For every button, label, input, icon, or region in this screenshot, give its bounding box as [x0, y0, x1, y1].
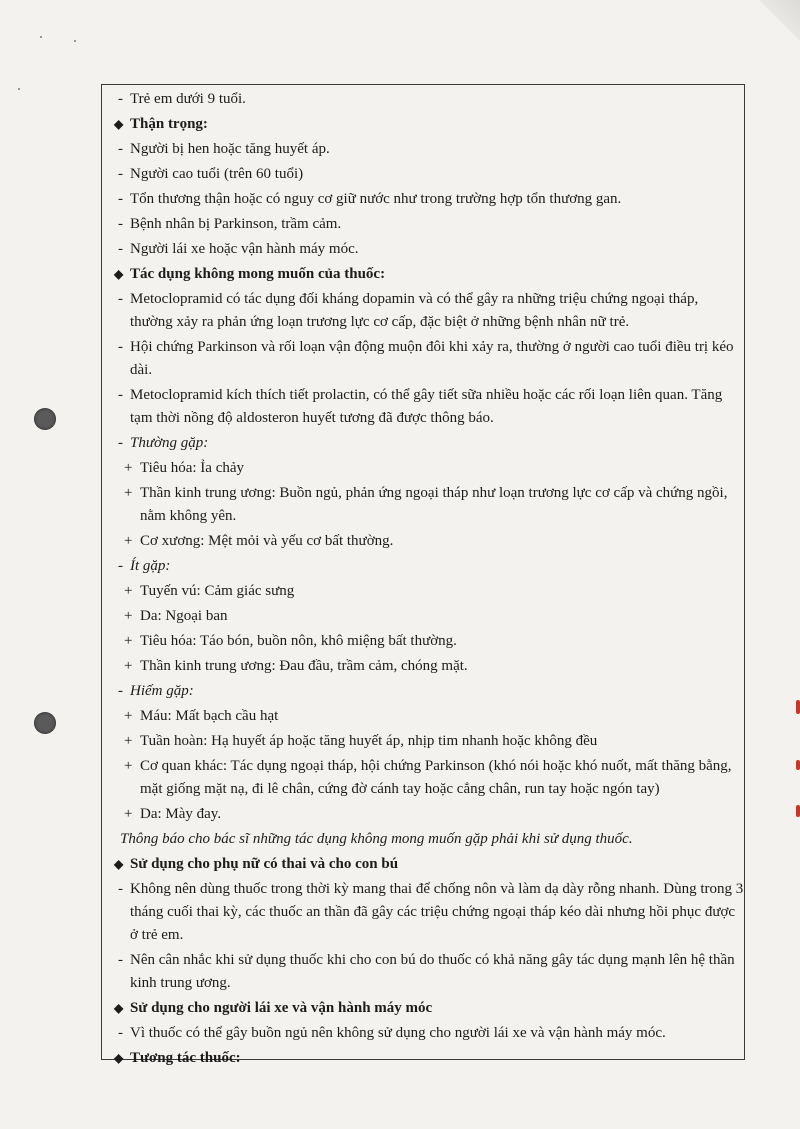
bullet-item	[114, 188, 744, 211]
diamond-icon: ◆	[114, 1001, 124, 1015]
sub-item	[114, 655, 744, 678]
heading-text: Tương tác thuốc:	[130, 1050, 241, 1066]
punch-hole	[34, 712, 56, 734]
dash-marker: -	[118, 683, 123, 699]
diamond-icon: ◆	[114, 1051, 124, 1065]
plus-marker: +	[124, 658, 133, 674]
sub-item-text: Máu: Mất bạch cầu hạt	[140, 708, 279, 724]
section-heading	[114, 263, 744, 286]
sub-item	[114, 755, 744, 801]
bullet-text: Bệnh nhân bị Parkinson, trầm cảm.	[130, 216, 342, 232]
sub-item	[114, 803, 744, 826]
bullet-item	[114, 138, 744, 161]
dash-marker: -	[118, 166, 123, 182]
sub-item-text: Da: Ngoại ban	[140, 608, 228, 624]
dash-marker: -	[118, 558, 123, 574]
sub-item	[114, 730, 744, 753]
bullet-item	[114, 1022, 744, 1045]
frequency-label: Ít gặp:	[130, 558, 171, 574]
heading-text: Tác dụng không mong muốn của thuốc:	[130, 266, 386, 282]
dash-marker: -	[118, 387, 123, 403]
plus-marker: +	[124, 583, 133, 599]
dash-marker: -	[118, 91, 123, 107]
frequency-heading	[114, 432, 744, 455]
bullet-item	[114, 238, 744, 261]
diamond-icon: ◆	[114, 267, 124, 281]
sub-item-text: Cơ quan khác: Tác dụng ngoại tháp, hội chứng Parkinson (khó nói hoặc khó nuốt, mất thăng bằng, mặt giống mặt nạ, đi lê chân, cứng đờ cánh tay hoặc cẳng chân, run tay hoặc ngón tay)	[140, 758, 732, 797]
frequency-label: Hiếm gặp:	[130, 683, 194, 699]
diamond-icon: ◆	[114, 857, 124, 871]
section-heading	[114, 113, 744, 136]
dash-marker: -	[118, 216, 123, 232]
sub-item	[114, 605, 744, 628]
sub-item	[114, 482, 744, 528]
plus-marker: +	[124, 733, 133, 749]
dash-marker: -	[118, 339, 123, 355]
sub-item	[114, 705, 744, 728]
bullet-item	[114, 288, 744, 334]
document-body	[114, 86, 744, 1070]
plus-marker: +	[124, 533, 133, 549]
edge-mark	[796, 700, 800, 714]
bullet-text: Vì thuốc có thể gây buồn ngủ nên không sử dụng cho người lái xe và vận hành máy móc.	[130, 1025, 666, 1041]
sub-item-text: Da: Mày đay.	[140, 806, 222, 822]
bullet-text: Người cao tuổi (trên 60 tuổi)	[130, 166, 304, 182]
bullet-item	[114, 384, 744, 430]
edge-mark	[796, 760, 800, 770]
heading-text: Sử dụng cho người lái xe và vận hành máy móc	[130, 1000, 433, 1016]
note-text: Thông báo cho bác sĩ những tác dụng không mong muốn gặp phải khi sử dụng thuốc.	[120, 831, 633, 847]
plus-marker: +	[124, 608, 133, 624]
advisory-note	[114, 828, 744, 851]
bullet-text: Người lái xe hoặc vận hành máy móc.	[130, 241, 359, 257]
diamond-icon: ◆	[114, 117, 124, 131]
bullet-item	[114, 163, 744, 186]
sub-item-text: Tiêu hóa: Ỉa chảy	[140, 460, 245, 476]
sub-item-text: Thần kinh trung ương: Buồn ngủ, phản ứng ngoại tháp như loạn trương lực cơ cấp và chứng ngồi, nằm không yên.	[140, 485, 728, 524]
dash-marker: -	[118, 241, 123, 257]
bullet-item	[114, 878, 744, 947]
bullet-item	[114, 336, 744, 382]
sub-item	[114, 530, 744, 553]
sub-item	[114, 457, 744, 480]
speck	[74, 40, 76, 42]
frequency-heading	[114, 555, 744, 578]
speck	[18, 88, 20, 90]
sub-item-text: Tuyến vú: Cảm giác sưng	[140, 583, 295, 599]
sub-item-text: Cơ xương: Mệt mỏi và yếu cơ bất thường.	[140, 533, 394, 549]
dash-marker: -	[118, 881, 123, 897]
plus-marker: +	[124, 485, 133, 501]
dash-marker: -	[118, 291, 123, 307]
bullet-text: Tổn thương thận hoặc có nguy cơ giữ nước như trong trường hợp tổn thương gan.	[130, 191, 622, 207]
speck	[40, 36, 42, 38]
sub-item-text: Tuần hoàn: Hạ huyết áp hoặc tăng huyết áp, nhịp tim nhanh hoặc không đều	[140, 733, 598, 749]
corner-fold	[760, 0, 800, 60]
bullet-text: Không nên dùng thuốc trong thời kỳ mang thai để chống nôn và làm dạ dày rỗng nhanh. Dùng trong 3 tháng cuối thai kỳ, các thuốc an thần đã gây các triệu chứng ngoại tháp kéo dài nhưng hồi phục được ở trẻ em.	[130, 881, 744, 943]
heading-text: Sử dụng cho phụ nữ có thai và cho con bú	[130, 856, 399, 872]
plus-marker: +	[124, 708, 133, 724]
heading-text: Thận trọng:	[130, 116, 208, 132]
bullet-item	[114, 949, 744, 995]
sub-item	[114, 630, 744, 653]
plus-marker: +	[124, 460, 133, 476]
edge-mark	[796, 805, 800, 817]
dash-marker: -	[118, 952, 123, 968]
bullet-text: Metoclopramid có tác dụng đối kháng dopamin và có thể gây ra những triệu chứng ngoại tháp, thường xảy ra phản ứng loạn trương lực cơ cấp, đặc biệt ở những bệnh nhân nữ trẻ.	[130, 291, 699, 330]
dash-marker: -	[118, 191, 123, 207]
sub-item-text: Tiêu hóa: Táo bón, buồn nôn, khô miệng bất thường.	[140, 633, 457, 649]
section-heading	[114, 853, 744, 876]
dash-marker: -	[118, 141, 123, 157]
bullet-text: Hội chứng Parkinson và rối loạn vận động muộn đôi khi xảy ra, thường ở người cao tuổi điều trị kéo dài.	[130, 339, 734, 378]
frequency-heading	[114, 680, 744, 703]
bullet-text: Metoclopramid kích thích tiết prolactin, có thể gây tiết sữa nhiều hoặc các rối loạn liên quan. Tăng tạm thời nồng độ aldosteron huyết tương đã được thông báo.	[130, 387, 723, 426]
sub-item-text: Thần kinh trung ương: Đau đầu, trầm cảm, chóng mặt.	[140, 658, 468, 674]
bullet-item	[114, 88, 744, 111]
punch-hole	[34, 408, 56, 430]
section-heading	[114, 1047, 744, 1070]
dash-marker: -	[118, 1025, 123, 1041]
bullet-text: Trẻ em dưới 9 tuổi.	[130, 91, 246, 107]
bullet-text: Nên cân nhắc khi sử dụng thuốc khi cho con bú do thuốc có khả năng gây tác dụng mạnh lên hệ thần kinh trung ương.	[130, 952, 735, 991]
section-heading	[114, 997, 744, 1020]
plus-marker: +	[124, 758, 133, 774]
bullet-text: Người bị hen hoặc tăng huyết áp.	[130, 141, 330, 157]
plus-marker: +	[124, 633, 133, 649]
bullet-item	[114, 213, 744, 236]
frequency-label: Thường gặp:	[130, 435, 209, 451]
sub-item	[114, 580, 744, 603]
dash-marker: -	[118, 435, 123, 451]
plus-marker: +	[124, 806, 133, 822]
